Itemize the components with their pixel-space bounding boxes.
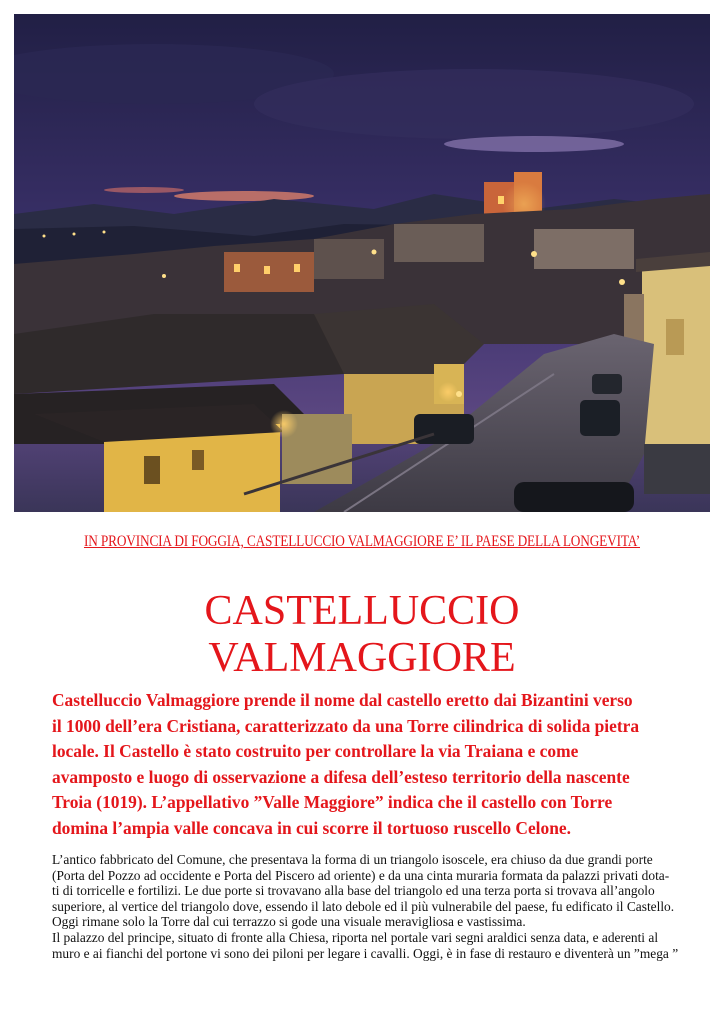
title-line-2: VALMAGGIORE <box>208 635 516 681</box>
body-line: (Porta del Pozzo ad occidente e Porta del Piscero ad oriente) e da una cinta muraria formata da palazzi privati dota- <box>52 867 670 883</box>
headline-kicker: IN PROVINCIA DI FOGGIA, CASTELLUCCIO VALMAGGIORE E’ IL PAESE DELLA LONGEVITA’ <box>83 533 641 550</box>
body-line: Il palazzo del principe, situato di fronte alla Chiesa, riporta nel portale vari segni araldici senza data, e aderenti al <box>52 929 659 945</box>
lead-line: locale. Il Castello è stato costruito per controllare la via Traiana e come <box>52 741 579 762</box>
lead-paragraph <box>52 688 682 842</box>
body-line: muro e ai fianchi del portone vi sono dei piloni per legare i cavalli. Oggi, è in fase di restauro e diventerà un ”mega ” <box>52 945 679 961</box>
town-dusk-photo <box>14 14 710 512</box>
lead-line: Troia (1019). L’appellativo ”Valle Maggiore” indica che il castello con Torre <box>52 792 613 813</box>
lead-line: il 1000 dell’era Cristiana, caratterizzato da una Torre cilindrica di solida pietra <box>52 715 640 736</box>
page-title <box>0 588 724 682</box>
body-paragraph <box>52 852 682 961</box>
body-line: superiore, al vertice del triangolo dove, essendo il lato debole ed il più vulnerabile del paese, fu edificato il Castello. <box>52 898 675 914</box>
body-line: ti di torricelle e fortilizi. Le due porte si trovavano alla base del triangolo ed una terza porta si trovava all’angolo <box>52 883 655 899</box>
lead-line: avamposto e luogo di osservazione a difesa dell’esteso territorio della nascente <box>52 766 630 787</box>
title-line-1: CASTELLUCCIO <box>204 588 520 634</box>
body-line: L’antico fabbricato del Comune, che presentava la forma di un triangolo isoscele, era chiuso da due grandi porte <box>52 852 653 867</box>
town-photo-illustration <box>14 14 710 512</box>
body-line: Oggi rimane solo la Torre dal cui terrazzo si gode una visuale meravigliosa e vastissima. <box>52 914 526 930</box>
lead-line: domina l’ampia valle concava in cui scorre il tortuoso ruscello Celone. <box>52 817 571 838</box>
lead-line: Castelluccio Valmaggiore prende il nome dal castello eretto dai Bizantini verso <box>52 690 633 710</box>
